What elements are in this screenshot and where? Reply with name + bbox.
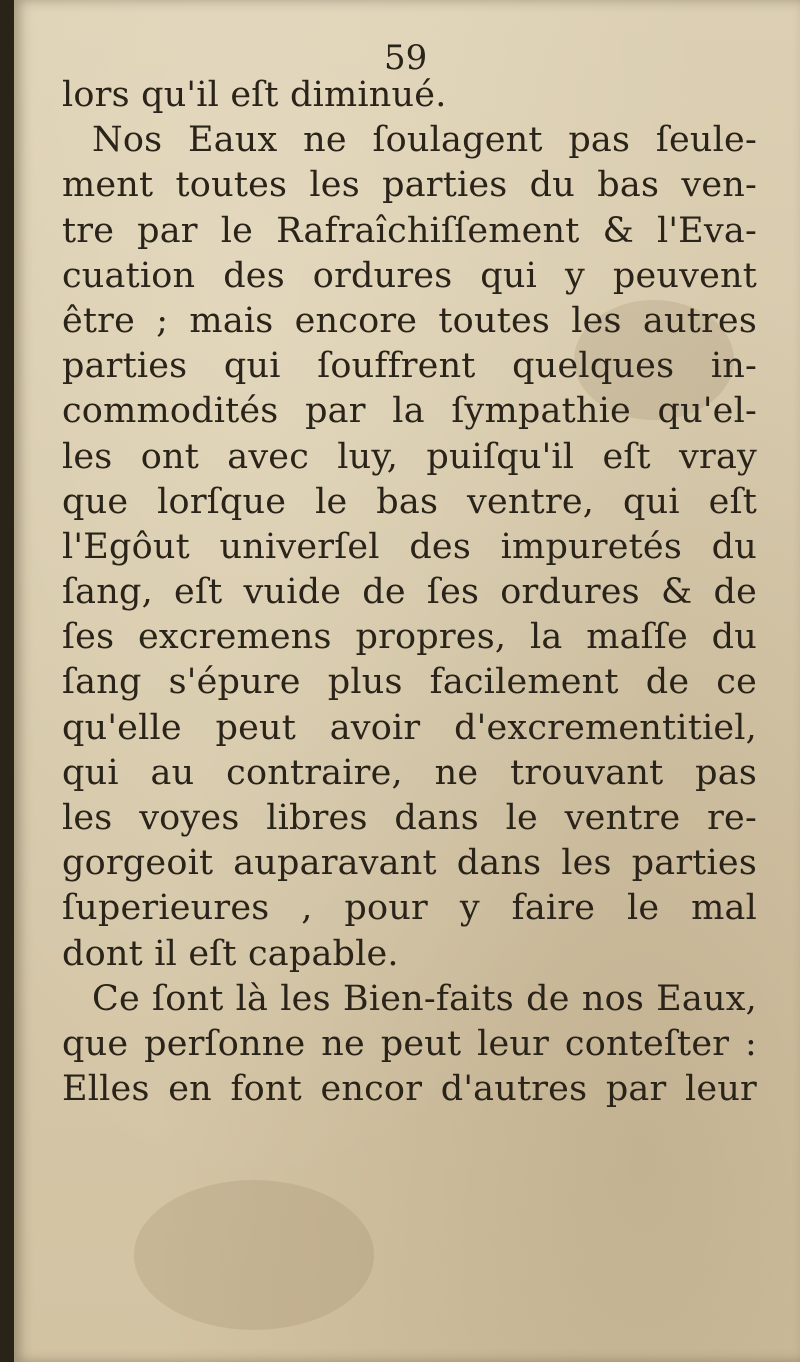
text-line: parties qui ſouffrent quelques in- [62, 346, 757, 387]
text-line: ſang, eſt vuide de ſes ordures & de [62, 572, 757, 613]
text-line: ſes excremens propres, la maſſe du [62, 617, 757, 658]
text-line: cuation des ordures qui y peuvent [62, 255, 757, 296]
text-line: Nos Eaux ne ſoulagent pas ſeule- [92, 120, 757, 161]
text-line: commodités par la ſympathie qu'el- [62, 391, 757, 432]
text-line: dont il eſt capable. [62, 933, 399, 974]
text-line: que perſonne ne peut leur conteſter : [62, 1023, 757, 1064]
text-line: les voyes libres dans le ventre re- [62, 798, 757, 838]
text-line: être ; mais encore toutes les autres [62, 300, 757, 341]
text-line: ſuperieures , pour y faire le mal [62, 888, 757, 929]
text-line: les ont avec luy, puiſqu'il eſt vray [62, 436, 757, 477]
book-page [14, 0, 800, 1362]
page-number: 59 [384, 38, 428, 78]
text-line: Ce ſont là les Bien-faits de nos Eaux, [92, 978, 757, 1019]
paper-stain [134, 1180, 374, 1330]
text-line: tre par le Rafraîchiſſement & l'Eva- [62, 210, 757, 251]
text-line: lors qu'il eſt diminué. [62, 75, 447, 115]
text-line: l'Egôut univerſel des impuretés du [62, 526, 757, 567]
text-line: ſang s'épure plus facilement de ce [62, 662, 757, 703]
body-text [62, 73, 757, 1112]
text-line: Elles en font encor d'autres par leur [62, 1069, 757, 1110]
text-line: gorgeoit auparavant dans les parties [62, 843, 757, 884]
text-line: que lorſque le bas ventre, qui eſt [62, 481, 757, 522]
text-line: qui au contraire, ne trouvant pas [62, 752, 757, 793]
text-line: ment toutes les parties du bas ven- [62, 165, 757, 206]
text-line: qu'elle peut avoir d'excrementitiel, [62, 707, 757, 748]
